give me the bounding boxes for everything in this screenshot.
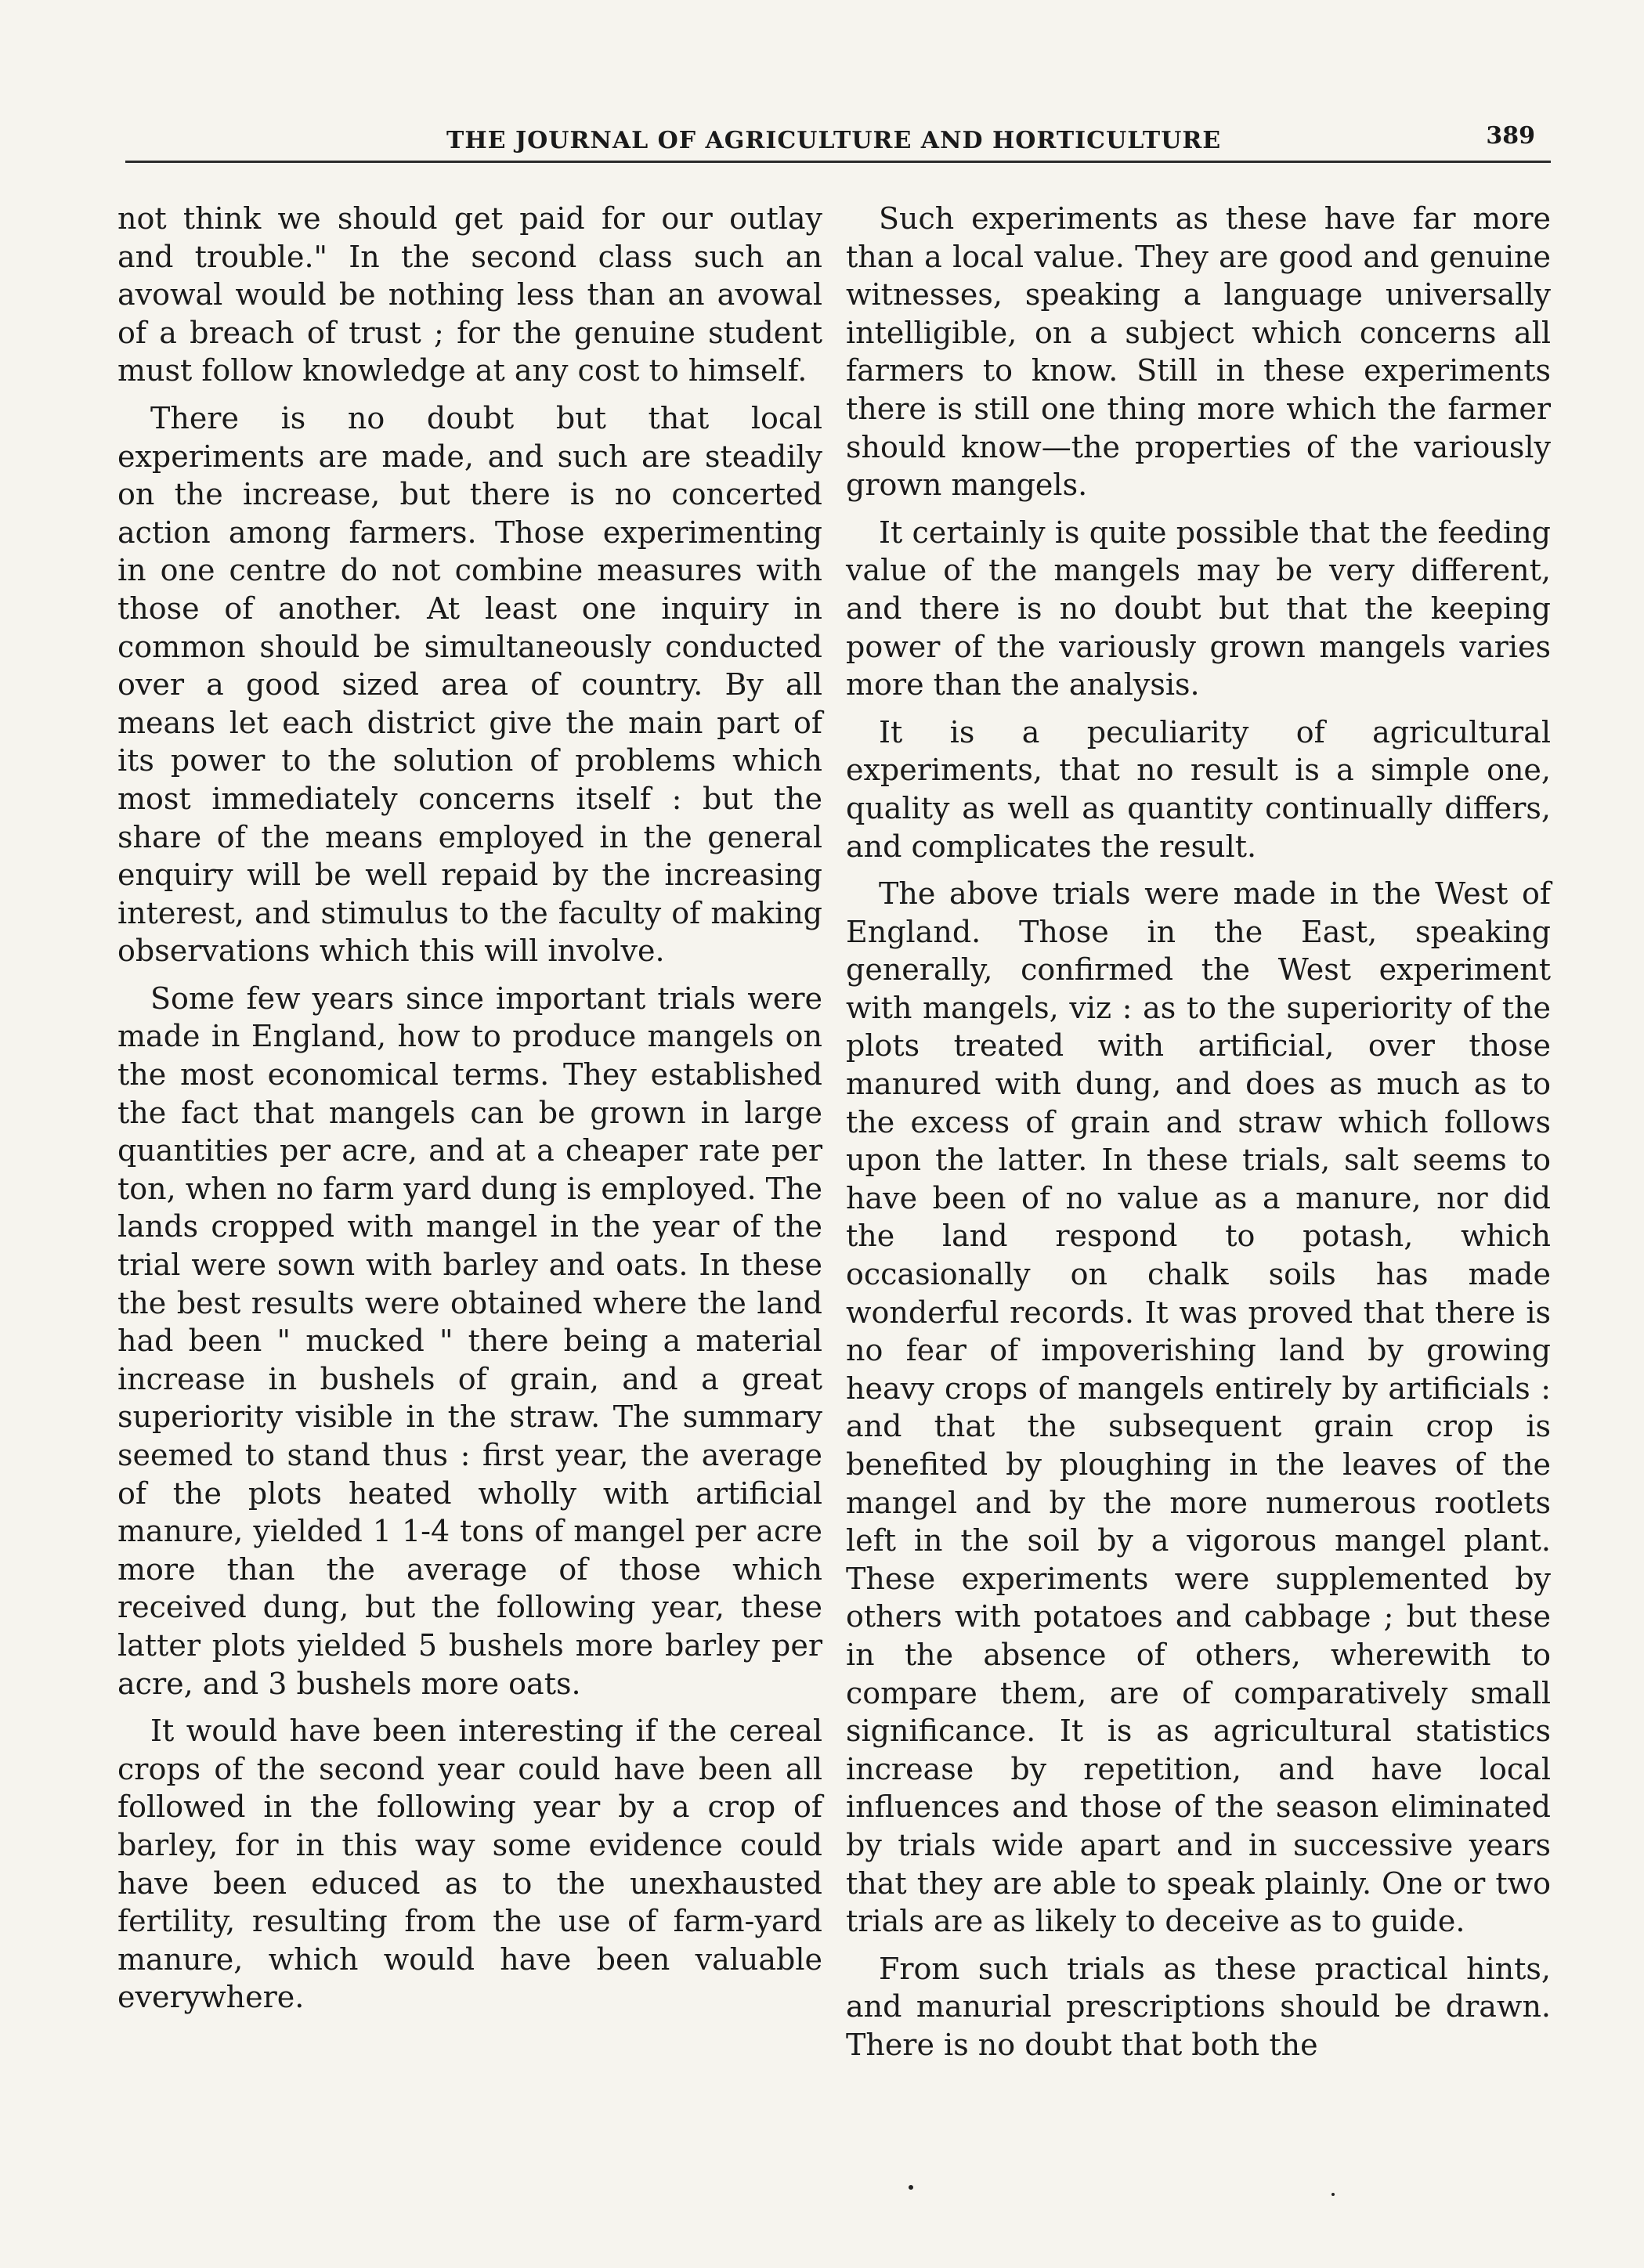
paragraph: It would have been interesting if the cereal crops of the second year could have been all followed in the following year by a crop of barley, for in this way some evidence could have been educed as to the unexhausted fertility, resulting from the use of farm-yard manure, which would have been valuable everywhere.: [117, 1714, 822, 2015]
paragraph: Such experiments as these have far more than a local value. They are good and genuine witnesses, speaking a language universally intelligible, on a subject which concerns all farmers to know. Still in these experiments there is still one thing more which the farmer should know—the properties of the variously grown mangels.: [846, 201, 1551, 503]
paragraph: not think we should get paid for our outlay and trouble." In the second class such an avowal would be nothing less than an avowal of a breach of trust ; for the genuine student must follow knowledge at any cost to himself.: [117, 201, 822, 388]
paragraph: There is no doubt but that local experiments are made, and such are steadily on the increase, but there is no concerted action among farmers. Those experimenting in one centre do not combine measures with those of another. At least one inquiry in common should be simultaneously conducted over a good sized area of country. By all means let each district give the main part of its power to the solution of problems which most immediately concerns itself : but the share of the means employed in the general enquiry will be well repaid by the increasing interest, and stimulus to the faculty of making observations which this will involve.: [117, 400, 822, 969]
paragraph: The above trials were made in the West of England. Those in the East, speaking generally, confirmed the West experiment with mangels, viz : as to the superiority of the plots treated with artificial, over those manured with dung, and does as much as to the excess of grain and straw which follows upon the latter. In these trials, salt seems to have been of no value as a manure, nor did the land respond to potash, which occasionally on chalk soils has made wonderful records. It was proved that there is no fear of impoverishing land by growing heavy crops of mangels entirely by artificials : and that the subsequent grain crop is benefited by ploughing in the leaves of the mangel and by the more numerous rootlets left in the soil by a vigorous mangel plant. These experiments were supplemented by others with potatoes and cabbage ; but these in the absence of others, wherewith to compare them, are of comparatively small significance. It is as agricultural statistics increase by repetition, and have local influences and those of the season eliminated by trials wide apart and in successive years that they are able to speak plainly. One or two trials are as likely to deceive as to guide.: [846, 876, 1551, 1939]
ink-speck: [1331, 2193, 1335, 2196]
paragraph: It is a peculiarity of agricultural experiments, that no result is a simple one, quality as well as quantity continually differs, and complicates the result.: [846, 714, 1551, 864]
header-rule: [125, 161, 1551, 163]
page-number: 389: [1486, 122, 1535, 150]
page-header: [133, 117, 1543, 164]
paragraph: It certainly is quite possible that the feeding value of the mangels may be very different, and there is no doubt but that the keeping power of the variously grown mangels varies more than the analysis.: [846, 515, 1551, 702]
right-column: [846, 200, 1551, 2074]
ink-speck: [909, 2185, 913, 2190]
paragraph: From such trials as these practical hints, and manurial prescriptions should be drawn. There is no doubt that both the: [846, 1951, 1551, 2062]
left-column: [117, 200, 822, 2026]
paragraph: Some few years since important trials were made in England, how to produce mangels on the most economical terms. They established the fact that mangels can be grown in large quantities per acre, and at a cheaper rate per ton, when no farm yard dung is employed. The lands cropped with mangel in the year of the trial were sown with barley and oats. In these the best results were obtained where the land had been " mucked " there being a material increase in bushels of grain, and a great superiority visible in the straw. The summary seemed to stand thus : first year, the average of the plots heated wholly with artificial manure, yielded 1 1-4 tons of mangel per acre more than the average of those which received dung, but the following year, these latter plots yielded 5 bushels more barley per acre, and 3 bushels more oats.: [117, 981, 822, 1701]
running-title: THE JOURNAL OF AGRICULTURE AND HORTICULTURE: [446, 127, 1222, 154]
